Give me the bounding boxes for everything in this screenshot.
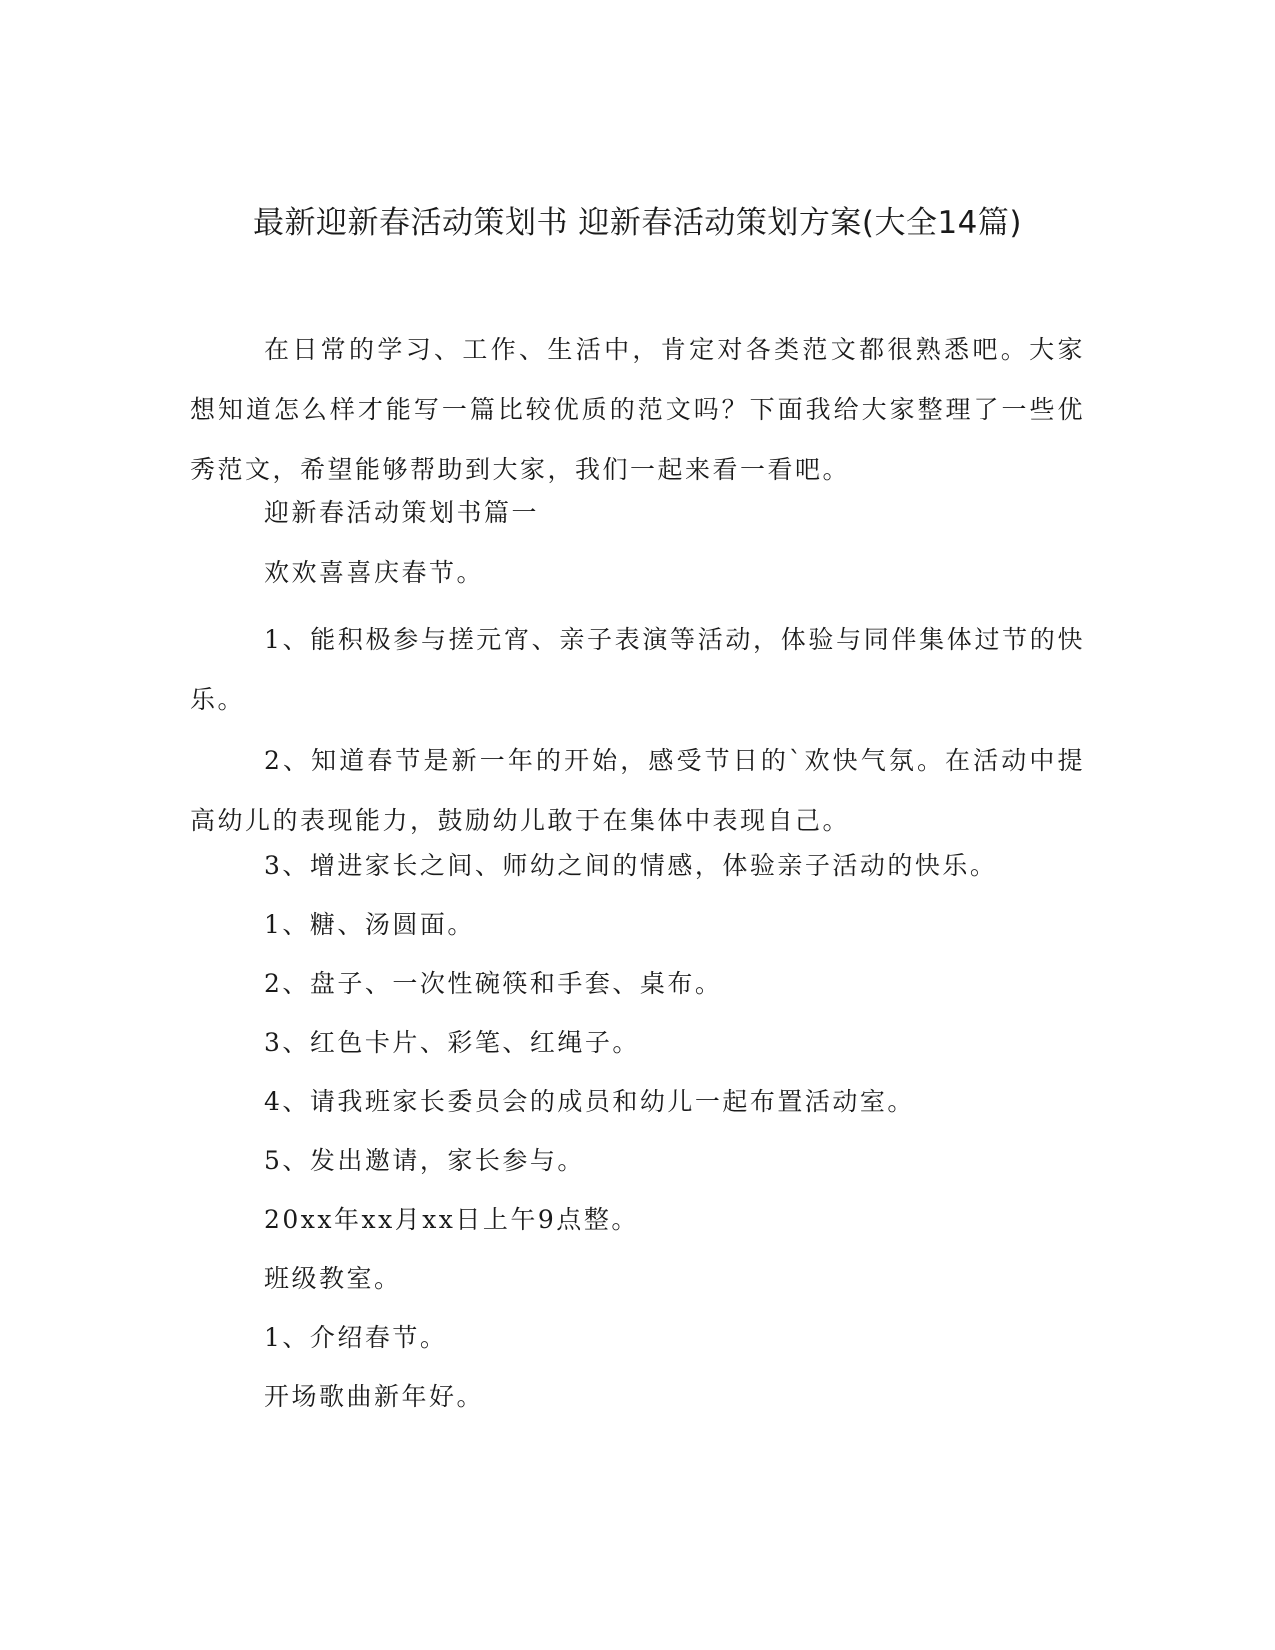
activity-place: 班级教室。 bbox=[264, 1264, 402, 1293]
prep-item-2: 2、盘子、一次性碗筷和手套、桌布。 bbox=[264, 969, 723, 998]
document-title: 最新迎新春活动策划书 迎新春活动策划方案(大全14篇) bbox=[253, 205, 1022, 241]
opening-song: 开场歌曲新年好。 bbox=[264, 1382, 485, 1411]
prep-item-5: 5、发出邀请，家长参与。 bbox=[264, 1146, 585, 1175]
goal-item-3: 3、增进家长之间、师幼之间的情感，体验亲子活动的快乐。 bbox=[264, 851, 998, 880]
prep-item-1: 1、糖、汤圆面。 bbox=[264, 910, 475, 939]
intro-paragraph: 在日常的学习、工作、生活中，肯定对各类范文都很熟悉吧。大家想知道怎么样才能写一篇比较优质的范文吗？下面我给大家整理了一些优秀范文，希望能够帮助到大家，我们一起来看一看吧。 bbox=[190, 335, 1085, 484]
activity-theme: 欢欢喜喜庆春节。 bbox=[264, 558, 485, 587]
process-step-1: 1、介绍春节。 bbox=[264, 1323, 448, 1352]
prep-item-3: 3、红色卡片、彩笔、红绳子。 bbox=[264, 1028, 640, 1057]
prep-item-4: 4、请我班家长委员会的成员和幼儿一起布置活动室。 bbox=[264, 1087, 915, 1116]
goal-item-1: 1、能积极参与搓元宵、亲子表演等活动，体验与同伴集体过节的快乐。 bbox=[190, 625, 1085, 714]
activity-time: 20xx年xx月xx日上午9点整。 bbox=[264, 1205, 639, 1234]
goal-item-2: 2、知道春节是新一年的开始，感受节日的`欢快气氛。在活动中提高幼儿的表现能力，鼓励幼儿敢于在集体中表现自己。 bbox=[190, 746, 1085, 835]
section-heading: 迎新春活动策划书篇一 bbox=[264, 498, 540, 527]
